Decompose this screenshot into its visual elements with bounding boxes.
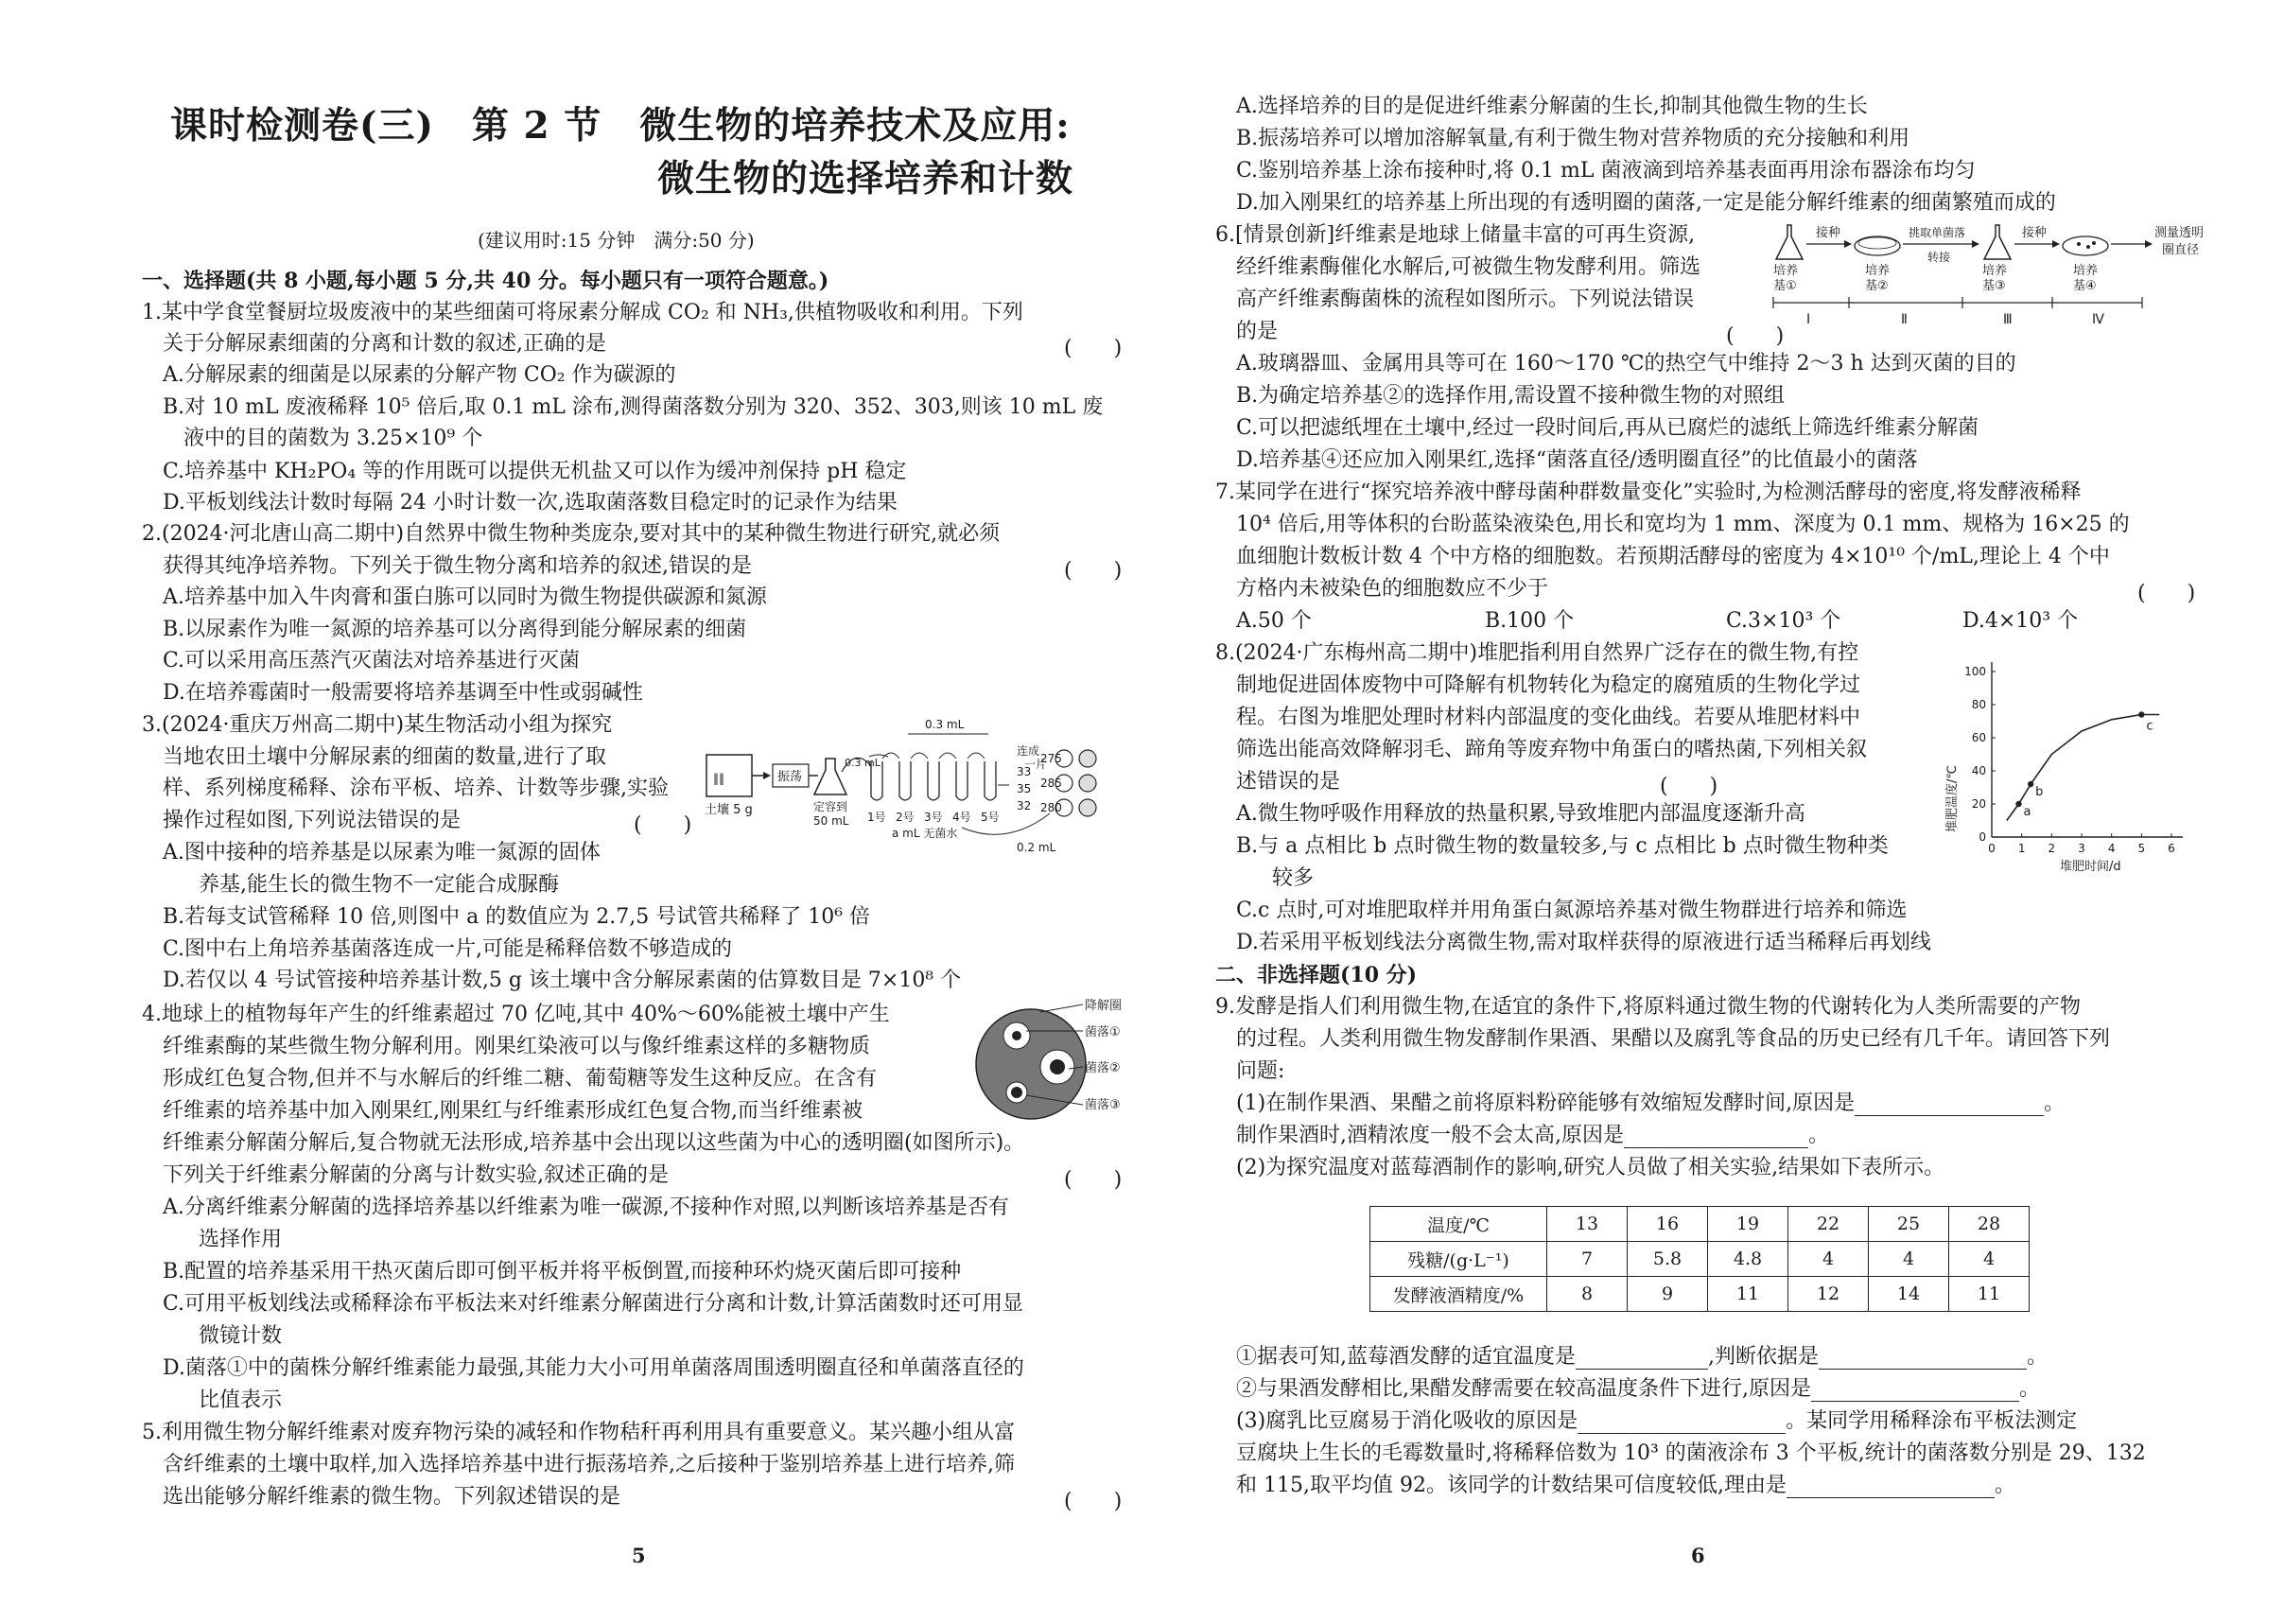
stage-2: Ⅱ [1901, 312, 1908, 327]
ring-label: 降解圈 [1085, 999, 1123, 1013]
table-row [1370, 1207, 2030, 1242]
period: 。 [2044, 1091, 2066, 1115]
point-label-b: b [2035, 785, 2044, 799]
q5-stem-1: 5.利用微生物分解纤维素对废弃物污染的减轻和作物秸秆再利用具有重要意义。某兴趣小组从富 [142, 1421, 1015, 1444]
medium-4b: 基④ [2073, 279, 2097, 293]
q8-stem-3: 程。右图为堆肥处理时材料内部温度的变化曲线。若要从堆肥材料中 [1236, 706, 1861, 729]
q3-option-a-cont: 养基,能生长的微生物不一定能合成脲酶 [199, 873, 559, 897]
colony-2-label: 菌落② [1085, 1061, 1121, 1075]
q8-option-b-cont: 较多 [1272, 866, 1315, 890]
medium-3a: 培养 [1982, 264, 2008, 278]
q7-option-c: C.3×10³ 个 [1726, 609, 1841, 633]
q1-option-a: A.分解尿素的细菌是以尿素的分解产物 CO₂ 作为碳源的 [163, 363, 676, 387]
q4-stem-3: 形成红色复合物,但并不与水解后的纤维二糖、葡萄糖等发生这种反应。在含有 [163, 1067, 877, 1091]
q7-option-b: B.100 个 [1485, 609, 1575, 633]
table-cell: 19 [1708, 1207, 1788, 1242]
x-tick-label: 0 [1988, 842, 1996, 855]
table-cell: 残糖/(g·L⁻¹) [1370, 1242, 1547, 1277]
x-tick-label: 5 [2137, 842, 2146, 855]
x-tick-label: 6 [2168, 842, 2175, 855]
q9-3-blank-c[interactable] [1787, 1478, 1995, 1498]
q9-1-blank-1[interactable] [1855, 1096, 2044, 1116]
q9-3-line-b: 豆腐块上生长的毛霉数量时,将稀释倍数为 10³ 的菌液涂布 3 个平板,统计的菌落数分别是 29、132 [1236, 1441, 2146, 1465]
y-tick-label: 100 [1964, 665, 1986, 678]
q9-1-line-1 [1236, 1091, 2065, 1116]
q9-3-line-a [1236, 1409, 2077, 1434]
q7-stem-1: 7.某同学在进行“探究培养液中酵母菌种群数量变化”实验时,为检测活酵母的密度,将发酵液稀释 [1215, 480, 2082, 504]
count-285: 285 [1040, 777, 1062, 790]
table-cell: 11 [1708, 1277, 1788, 1312]
q3-option-b: B.若每支试管稀释 10 倍,则图中 a 的数值应为 2.7,5 号试管共稀释了 10⁶ 倍 [163, 905, 871, 929]
count-280: 280 [1040, 801, 1062, 814]
q9-stem-1: 9.发酵是指人们利用微生物,在适宜的条件下,将原料通过微生物的代谢转化为人类所需要的产物 [1215, 995, 2081, 1019]
q3-option-d: D.若仅以 4 号试管接种培养基计数,5 g 该土壤中含分解尿素菌的估算数目是 7×10⁸ 个 [163, 969, 962, 992]
colony-1-label: 菌落① [1085, 1025, 1121, 1039]
q9-2-line-b [1236, 1377, 2040, 1402]
q9-1-line-2 [1236, 1124, 1829, 1148]
q1-stem-2: 关于分解尿素细菌的分离和计数的叙述,正确的是 [163, 332, 606, 356]
q3-stem-1: 3.(2024·重庆万州高二期中)某生物活动小组为探究 [142, 713, 613, 737]
measure-label-1: 测量透明 [2154, 226, 2205, 240]
shake-label: 振荡 [777, 770, 803, 784]
inoculate-1-label: 接种 [1816, 226, 1841, 240]
q6-stem-3: 高产纤维素酶菌株的流程如图所示。下列说法错误 [1236, 288, 1695, 311]
q2-option-b: B.以尿素作为唯一氮源的培养基可以分离得到能分解尿素的细菌 [163, 618, 747, 641]
title-line-1: 课时检测卷(三) 第 2 节 微生物的培养技术及应用: [170, 104, 1071, 148]
table-cell: 4 [1869, 1242, 1949, 1277]
flask-icon [1776, 225, 1803, 259]
test-tubes [871, 761, 996, 800]
q7-answer-paren: ( ) [2137, 582, 2196, 605]
q7-stem-2: 10⁴ 倍后,用等体积的台盼蓝染液染色,用长和宽均为 1 mm、深度为 0.1 mm、规格为 16×25 的 [1236, 513, 2130, 536]
q5-answer-paren: ( ) [1064, 1490, 1123, 1513]
plate-icon [1079, 750, 1096, 767]
q6-stem-4: 的是 [1236, 320, 1279, 343]
q4-option-b: B.配置的培养基采用干热灭菌后即可倒平板并将平板倒置,而接种环灼烧灭菌后即可接种 [163, 1260, 962, 1283]
q1-stem-1: 1.某中学食堂餐厨垃圾废液中的某些细菌可将尿素分解成 CO₂ 和 NH₃,供植物吸收和利用。下列 [142, 301, 1023, 324]
q5-option-b: B.振荡培养可以增加溶解氧量,有利于微生物对营养物质的充分接触和利用 [1236, 127, 1910, 150]
q8-answer-paren: ( ) [1660, 775, 1718, 798]
petri-dish-icon [2063, 236, 2108, 255]
table-cell: 7 [1547, 1242, 1628, 1277]
medium-2b: 基② [1865, 279, 1889, 293]
table-cell: 温度/℃ [1370, 1207, 1547, 1242]
table-cell: 8 [1547, 1277, 1628, 1312]
q4-option-a-cont: 选择作用 [199, 1228, 283, 1251]
transfer-label: 转接 [1927, 251, 1951, 264]
v2-label: 0.3 mL [925, 718, 965, 731]
flask-icon [1984, 225, 2011, 259]
y-tick-label: 20 [1971, 797, 1986, 811]
q9-2-text-b: ②与果酒发酵相比,果醋发酵需要在较高温度条件下进行,原因是 [1236, 1377, 1811, 1401]
soil-label-glyph: ‖‖ [713, 772, 724, 785]
q2-stem-1: 2.(2024·河北唐山高二期中)自然界中微生物种类庞杂,要对其中的某种微生物进行研究,就必须 [142, 522, 1001, 546]
q9-3-line-c [1236, 1474, 2015, 1498]
q5-option-d: D.加入刚果红的培养基上所出现的有透明圈的菌落,一定是能分解纤维素的细菌繁殖而成的 [1236, 191, 2056, 215]
count-33: 33 [1017, 765, 1032, 778]
x-tick-label: 1 [2017, 842, 2026, 855]
chart-points [2015, 711, 2153, 819]
to-vol-label: 定容到 [813, 800, 848, 813]
period: 。 [2019, 1377, 2041, 1401]
v1-label: 0.3 mL [845, 757, 880, 769]
table-cell: 4.8 [1708, 1242, 1788, 1277]
y-tick-label: 80 [1971, 698, 1986, 711]
q3-stem-2: 当地农田土壤中分解尿素的细菌的数量,进行了取 [163, 745, 606, 769]
q8-stem-1: 8.(2024·广东梅州高二期中)堆肥指利用自然界广泛存在的微生物,有控 [1215, 641, 1859, 665]
q6-stem-1: 6.[情景创新]纤维素是地球上储量丰富的可再生资源, [1215, 223, 1696, 247]
table-cell: 4 [1788, 1242, 1869, 1277]
q4-option-d-cont: 比值表示 [199, 1388, 283, 1412]
q4-stem-4: 纤维素的培养基中加入刚果红,刚果红与纤维素形成红色复合物,而当纤维素被 [163, 1099, 863, 1123]
q5-option-c: C.鉴别培养基上涂布接种时,将 0.1 mL 菌液滴到培养基表面再用涂布器涂布均匀 [1236, 159, 1976, 183]
table-cell: 14 [1869, 1277, 1949, 1312]
q3-answer-paren: ( ) [634, 813, 692, 837]
stage-3: Ⅲ [2003, 312, 2013, 327]
q8-stem-4: 筛选出能高效降解羽毛、蹄角等废弃物中角蛋白的嗜热菌,下列相关叙 [1236, 738, 1867, 761]
q4-stem-1: 4.地球上的植物每年产生的纤维素超过 70 亿吨,其中 40%～60%能被土壤中产生 [142, 1003, 890, 1026]
fermentation-table [1369, 1206, 2030, 1312]
q6-flow-figure [1769, 216, 2213, 348]
table-cell: 16 [1628, 1207, 1708, 1242]
q9-2-line-a [1236, 1345, 2048, 1370]
table-cell: 12 [1788, 1277, 1869, 1312]
q4-option-c: C.可用平板划线法或稀释涂布平板法来对纤维素分解菌进行分离和计数,计算活菌数时还可用显 [163, 1292, 1024, 1316]
q9-3-text-c: 和 115,取平均值 92。该同学的计数结果可信度较低,理由是 [1236, 1474, 1787, 1497]
chart-ticks [1964, 665, 2175, 855]
point-label-c: c [2146, 719, 2153, 734]
medium-1a: 培养 [1773, 264, 1799, 278]
q3-dilution-figure [705, 709, 1111, 856]
q6-answer-paren: ( ) [1726, 324, 1785, 348]
y-tick-label: 60 [1971, 731, 1986, 744]
tube-4-label: 4号 [952, 811, 971, 824]
point-label-a: a [2023, 805, 2031, 819]
medium-1b: 基① [1773, 279, 1797, 293]
q4-option-a: A.分离纤维素分解菌的选择培养基以纤维素为唯一碳源,不接种作对照,以判断该培养基是否有 [163, 1196, 1009, 1219]
q8-option-c: C.c 点时,可对堆肥取样并用角蛋白氮源培养基对微生物群进行培养和筛选 [1236, 899, 1908, 922]
count-35: 35 [1017, 782, 1032, 795]
x-tick-label: 3 [2078, 842, 2085, 855]
q9-stem-3: 问题: [1236, 1059, 1285, 1083]
q4-stem-6: 下列关于纤维素分解菌的分离与计数实验,叙述正确的是 [163, 1163, 669, 1187]
q2-option-c: C.可以采用高压蒸汽灭菌法对培养基进行灭菌 [163, 649, 581, 672]
q3-stem-3: 样、系列梯度稀释、涂布平板、培养、计数等步骤,实验 [163, 777, 669, 800]
table-cell: 11 [1949, 1277, 2030, 1312]
point-a [2015, 801, 2021, 807]
q9-2-blank-b[interactable] [1811, 1382, 2019, 1402]
tube-1-label: 1号 [867, 811, 886, 824]
q9-2-text-a2: ,判断依据是 [1708, 1345, 1819, 1369]
q4-option-d: D.菌落①中的菌株分解纤维素能力最强,其能力大小可用单菌落周围透明圈直径和单菌落直径的 [163, 1356, 1024, 1380]
q8-option-b: B.与 a 点相比 b 点时微生物的数量较多,与 c 点相比 b 点时微生物种类 [1236, 834, 1889, 858]
table-cell: 13 [1547, 1207, 1628, 1242]
section-1-heading: 一、选择题(共 8 小题,每小题 5 分,共 40 分。每小题只有一项符合题意。) [142, 269, 829, 293]
y-tick-label: 40 [1971, 764, 1986, 777]
inoculate-2-label: 接种 [2022, 226, 2048, 240]
medium-4a: 培养 [2073, 264, 2099, 278]
q8-option-a: A.微生物呼吸作用释放的热量积累,导致堆肥内部温度逐渐升高 [1236, 802, 1805, 826]
period: 。 [2027, 1345, 2049, 1369]
q7-stem-4: 方格内未被染色的细胞数应不少于 [1236, 577, 1549, 601]
measure-label-2: 圈直径 [2162, 243, 2200, 257]
medium-3b: 基③ [1982, 279, 2006, 293]
q1-option-d: D.平板划线法计数时每隔 24 小时计数一次,选取菌落数目稳定时的记录作为结果 [163, 491, 898, 515]
table-cell: 9 [1628, 1277, 1708, 1312]
q5-stem-3: 选出能够分解纤维素的微生物。下列叙述错误的是 [163, 1485, 621, 1509]
pick-colony-label: 挑取单菌落 [1909, 226, 1966, 239]
q3-stem-4: 操作过程如图,下列说法错误的是 [163, 809, 461, 832]
y-tick-label: 0 [1979, 830, 1986, 844]
q9-1-blank-2[interactable] [1624, 1128, 1808, 1148]
tube-3-label: 3号 [924, 811, 943, 824]
table-cell: 25 [1869, 1207, 1949, 1242]
q9-stem-2: 的过程。人类利用微生物发酵制作果酒、果醋以及腐乳等食品的历史已经有几千年。请回答下列 [1236, 1027, 2111, 1051]
title-line-2: 微生物的选择培养和计数 [657, 157, 1074, 201]
q6-option-b: B.为确定培养基②的选择作用,需设置不接种微生物的对照组 [1236, 384, 1786, 408]
q6-option-d: D.培养基④还应加入刚果红,选择“菌落直径/透明圈直径”的比值最小的菌落 [1236, 448, 1918, 472]
q9-2-stem: (2)为探究温度对蓝莓酒制作的影响,研究人员做了相关实验,结果如下表所示。 [1236, 1156, 1945, 1179]
q7-option-d: D.4×10³ 个 [1962, 609, 2079, 633]
tube-2-label: 2号 [896, 811, 915, 824]
colony-3-label: 菌落③ [1085, 1098, 1121, 1112]
q1-option-b: B.对 10 mL 废液稀释 10⁵ 倍后,取 0.1 mL 涂布,测得菌落数分别为 320、352、303,则该 10 mL 废 [163, 395, 1104, 419]
q9-3-text-a2: 。某同学用稀释涂布平板法测定 [1786, 1409, 2078, 1433]
plate-icon [1079, 775, 1096, 792]
q9-2-text-a1: ①据表可知,蓝莓酒发酵的适宜温度是 [1236, 1345, 1576, 1369]
q5-stem-2: 含纤维素的土壤中取样,加入选择培养基中进行振荡培养,之后接种于鉴别培养基上进行培养,筛 [163, 1453, 1015, 1476]
point-b [2028, 781, 2033, 787]
q8-option-d: D.若采用平板划线法分离微生物,需对取样获得的原液进行适当稀释后再划线 [1236, 931, 1931, 954]
plate-icon [1079, 799, 1096, 816]
soil-label: 土壤 5 g [705, 803, 753, 817]
point-c [2138, 711, 2144, 717]
merged-label-1: 连成 [1017, 744, 1040, 758]
q1-option-c: C.培养基中 KH₂PO₄ 等的作用既可以提供无机盐又可以作为缓冲剂保持 pH 稳定 [163, 460, 907, 483]
q9-2-blank-a1[interactable] [1576, 1350, 1708, 1370]
q7-option-a: A.50 个 [1236, 609, 1312, 633]
x-tick-label: 4 [2107, 842, 2116, 855]
q4-answer-paren: ( ) [1064, 1168, 1123, 1192]
vol-label: 50 mL [813, 814, 849, 828]
stage-1: Ⅰ [1806, 312, 1811, 327]
period: 。 [1808, 1124, 1830, 1147]
time-note: (建议用时:15 分钟 满分:50 分) [478, 229, 755, 252]
q6-option-a: A.玻璃器皿、金属用具等可在 160～170 ℃的热空气中维持 2～3 h 达到灭菌的目的 [1236, 352, 2016, 375]
q9-1-text-2: 制作果酒时,酒精浓度一般不会太高,原因是 [1236, 1124, 1624, 1147]
table-cell: 发酵液酒精度/% [1370, 1277, 1547, 1312]
q1-option-b-cont: 液中的目的菌数为 3.25×10⁹ 个 [183, 427, 483, 450]
v3-label: 0.2 mL [1017, 841, 1056, 854]
q4-stem-2: 纤维素酶的某些微生物分解利用。刚果红染液可以与像纤维素这样的多糖物质 [163, 1035, 871, 1058]
q8-stem-2: 制地促进固体废物中可降解有机物转化为稳定的腐殖质的生物化学过 [1236, 673, 1861, 697]
q2-option-d: D.在培养霉菌时一般需要将培养基调至中性或弱碱性 [163, 681, 643, 705]
q5-option-a: A.选择培养的目的是促进纤维素分解菌的生长,抑制其他微生物的生长 [1236, 95, 1868, 118]
merged-label-2: 一片 [1024, 758, 1048, 771]
chart-axes [1992, 662, 2183, 837]
q1-answer-paren: ( ) [1064, 337, 1123, 360]
q4-petri-figure [974, 993, 1140, 1135]
table-cell: 5.8 [1628, 1242, 1708, 1277]
table-cell: 22 [1788, 1207, 1869, 1242]
flask-icon [814, 759, 846, 795]
period: 。 [1994, 1474, 2015, 1497]
table-cell: 28 [1949, 1207, 2030, 1242]
q4-stem-5: 纤维素分解菌分解后,复合物就无法形成,培养基中会出现以这些菌为中心的透明圈(如图所示)。 [163, 1131, 1025, 1155]
tube-5-label: 5号 [981, 811, 1000, 824]
table-row [1370, 1277, 2030, 1312]
chart-ylabel: 堆肥温度/℃ [1945, 765, 1960, 832]
q8-stem-5: 述错误的是 [1236, 770, 1341, 794]
page-number-left: 5 [632, 1544, 646, 1567]
section-2-heading: 二、非选择题(10 分) [1215, 963, 1418, 987]
q4-option-c-cont: 微镜计数 [199, 1324, 283, 1348]
x-tick-label: 2 [2048, 842, 2056, 855]
q3-option-a: A.图中接种的培养基是以尿素为唯一氮源的固体 [163, 841, 601, 864]
q2-option-a: A.培养基中加入牛肉膏和蛋白胨可以同时为微生物提供碳源和氮源 [163, 585, 767, 609]
stage-4: Ⅳ [2092, 312, 2104, 327]
table-row [1370, 1242, 2030, 1277]
q6-stem-2: 经纤维素酶催化水解后,可被微生物发酵利用。筛选 [1236, 255, 1700, 279]
q9-2-blank-a2[interactable] [1819, 1350, 2027, 1370]
page-number-right: 6 [1691, 1544, 1705, 1567]
chart-xlabel: 堆肥时间/d [2060, 860, 2121, 874]
q7-stem-3: 血细胞计数板计数 4 个中方格的细胞数。若预期活酵母的密度为 4×10¹⁰ 个/mL,理论上 4 个中 [1236, 545, 2110, 568]
q8-temperature-chart [1939, 653, 2194, 880]
count-32: 32 [1017, 799, 1032, 812]
count-275: 275 [1040, 752, 1062, 765]
q6-option-c: C.可以把滤纸埋在土壤中,经过一段时间后,再从已腐烂的滤纸上筛选纤维素分解菌 [1236, 416, 1979, 440]
q3-option-c: C.图中右上角培养基菌落连成一片,可能是稀释倍数不够造成的 [163, 937, 733, 961]
q2-answer-paren: ( ) [1064, 559, 1123, 583]
q9-3-blank-a[interactable] [1578, 1414, 1786, 1434]
q9-1-text-1: (1)在制作果酒、果醋之前将原料粉碎能够有效缩短发酵时间,原因是 [1236, 1091, 1856, 1115]
q2-stem-2: 获得其纯净培养物。下列关于微生物分离和培养的叙述,错误的是 [163, 554, 752, 578]
sterile-water-label: a mL 无菌水 [892, 827, 958, 840]
q9-3-text-a1: (3)腐乳比豆腐易于消化吸收的原因是 [1236, 1409, 1578, 1433]
medium-2a: 培养 [1865, 264, 1891, 278]
table-cell: 4 [1949, 1242, 2030, 1277]
